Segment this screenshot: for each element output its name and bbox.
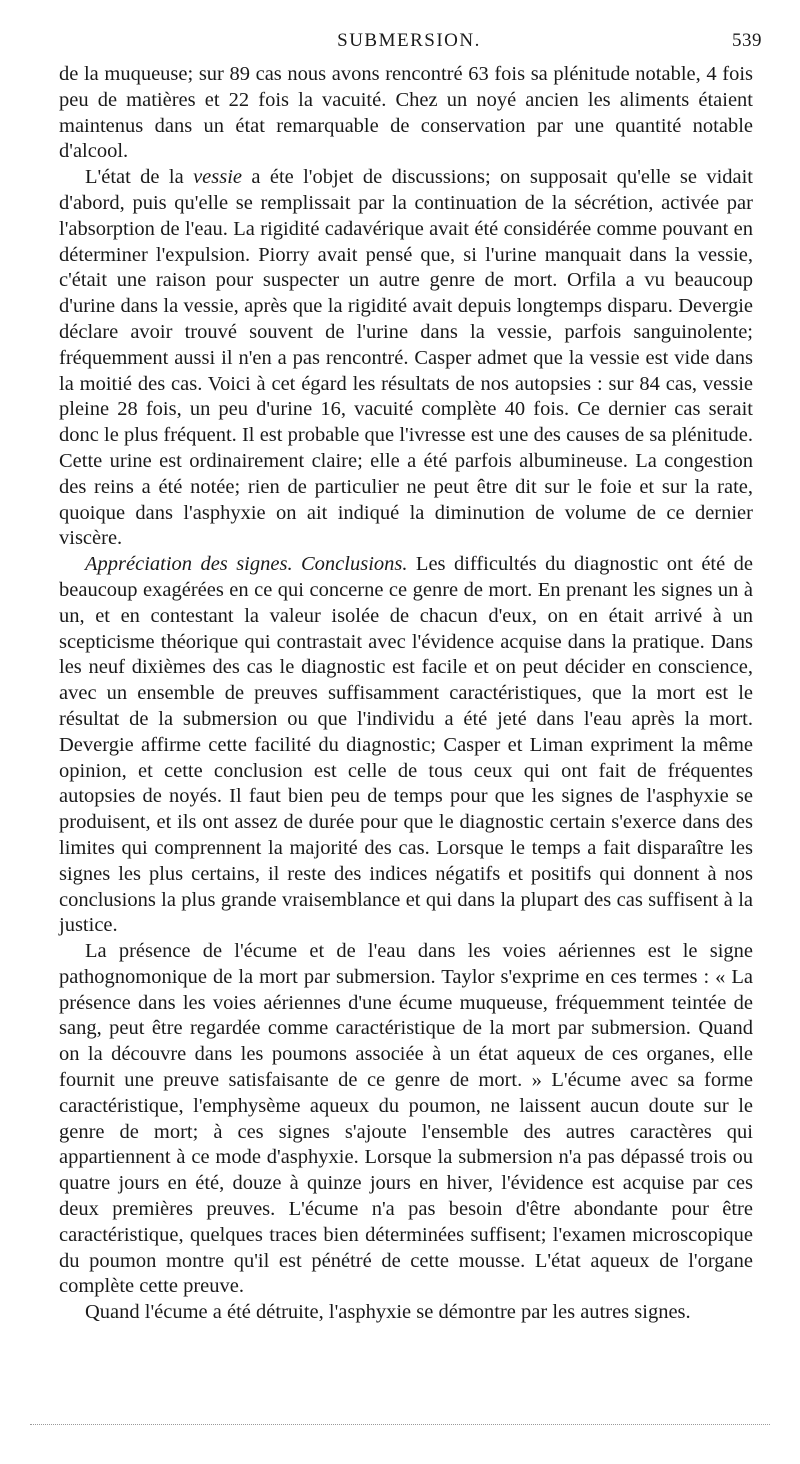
paragraph-bladder — [59, 165, 753, 552]
paragraph-text: a éte l'objet de discussions; on supposait qu'elle se vidait d'abord, puis qu'elle se remplissait par la continuation de la sécrétion, activée par l'absorption de l'eau. La rigidité cadavérique avait été considérée comme pouvant en déterminer l'expulsion. Piorry avait pensé que, si l'urine manquait dans la vessie, c'était une raison pour suspecter un autre genre de mort. Orfila a vu beaucoup d'urine dans la vessie, après que la rigidité avait depuis longtemps disparu. Devergie déclare avoir trouvé souvent de l'urine dans la vessie, parfois sanguinolente; fréquemment aussi il n'en a pas rencontré. Casper admet que la vessie est vide dans la moitié des cas. Voici à cet égard les résultats de nos autopsies : sur 84 cas, vessie pleine 28 fois, un peu d'urine 16, vacuité complète 40 fois. Ce dernier cas serait donc le plus fréquent. Il est probable que l'ivresse est une des causes de sa plénitude. Cette urine est ordinairement claire; elle a été parfois albumineuse. La congestion des reins a été notée; rien de particulier ne peut être dit sur le foie et sur la rate, quoique dans l'asphyxie on ait indiqué la diminution de volume de ce dernier viscère. — [59, 166, 754, 550]
paragraph-foam-water — [59, 939, 753, 1300]
running-head — [56, 30, 762, 56]
italic-term-vessie: vessie — [193, 166, 243, 189]
page-number: 539 — [732, 30, 762, 51]
paragraph-text: Quand l'écume a été détruite, l'asphyxie se démontre par les autres signes. — [85, 1301, 691, 1324]
footer-dotted-rule — [30, 1424, 770, 1425]
paragraph-appreciation — [59, 552, 753, 939]
running-title: SUBMERSION. — [337, 30, 481, 51]
paragraph-text-lead: L'état de la — [85, 166, 194, 189]
paragraph-text: Les difficultés du diagnostic ont été de beaucoup exagérées en ce qui concerne ce genre de mort. En prenant les signes un à un, et en contestant la valeur isolée de chacun d'eux, on en était arrivé à un scepticisme théorique qui contrastait avec l'évidence acquise dans la pratique. Dans les neuf dixièmes des cas le diagnostic est facile et on peut décider en conscience, avec un ensemble de preuves suffisamment caractéristiques, que la mort est le résultat de la submersion ou que l'individu a été jeté dans l'eau après la mort. Devergie affirme cette facilité du diagnostic; Casper et Liman expriment la même opinion, et cette conclusion est celle de tous ceux qui ont fait de fréquentes autopsies de noyés. Il faut bien peu de temps pour que les signes de l'asphyxie se produisent, et ils ont assez de durée pour que le diagnostic certain s'exerce dans des limites qui comprennent la majorité des cas. Lorsque le temps a fait disparaître les signes les plus certains, il reste des indices négatifs et positifs qui donnent à nos conclusions la plus grande vraisemblance et qui dans la plupart des cas suffisent à la justice. — [59, 553, 753, 937]
paragraph-text: de la muqueuse; sur 89 cas nous avons rencontré 63 fois sa plénitude notable, 4 fois peu de matières et 22 fois la vacuité. Chez un noyé ancien les aliments étaient maintenus dans un état remarquable de conservation par une quantité notable d'alcool. — [59, 63, 753, 163]
paragraph-text: La présence de l'écume et de l'eau dans les voies aériennes est le signe pathognomonique de la mort par submersion. Taylor s'exprime en ces termes : « La présence dans les voies aériennes d'une écume muqueuse, fréquemment teintée de sang, peut être regardée comme caractéristique de la mort par submersion. Quand on la découvre dans les poumons associée à un état aqueux de ces organes, elle fournit une preuve satisfaisante de ce genre de mort. » L'écume avec sa forme caractéristique, l'emphysème aqueux du poumon, ne laissent aucun doute sur le genre de mort; à ces signes s'ajoute l'ensemble des autres caractères qui appartiennent à ce mode d'asphyxie. Lorsque la submersion n'a pas dépassé trois ou quatre jours en été, douze à quinze jours en hiver, l'évidence est acquise par ces deux premières preuves. L'écume n'a pas besoin d'être abondante pour être caractéristique, quelques traces bien déterminées suffisent; l'examen microscopique du poumon montre qu'il est pénétré de cette mousse. L'état aqueux de l'organe complète cette preuve. — [59, 940, 753, 1298]
paragraph-closing — [59, 1300, 753, 1326]
section-heading-italic: Appréciation des signes. Conclusions. — [85, 553, 408, 576]
paragraph-stomach-contents — [59, 62, 753, 165]
body-text — [59, 62, 753, 1326]
